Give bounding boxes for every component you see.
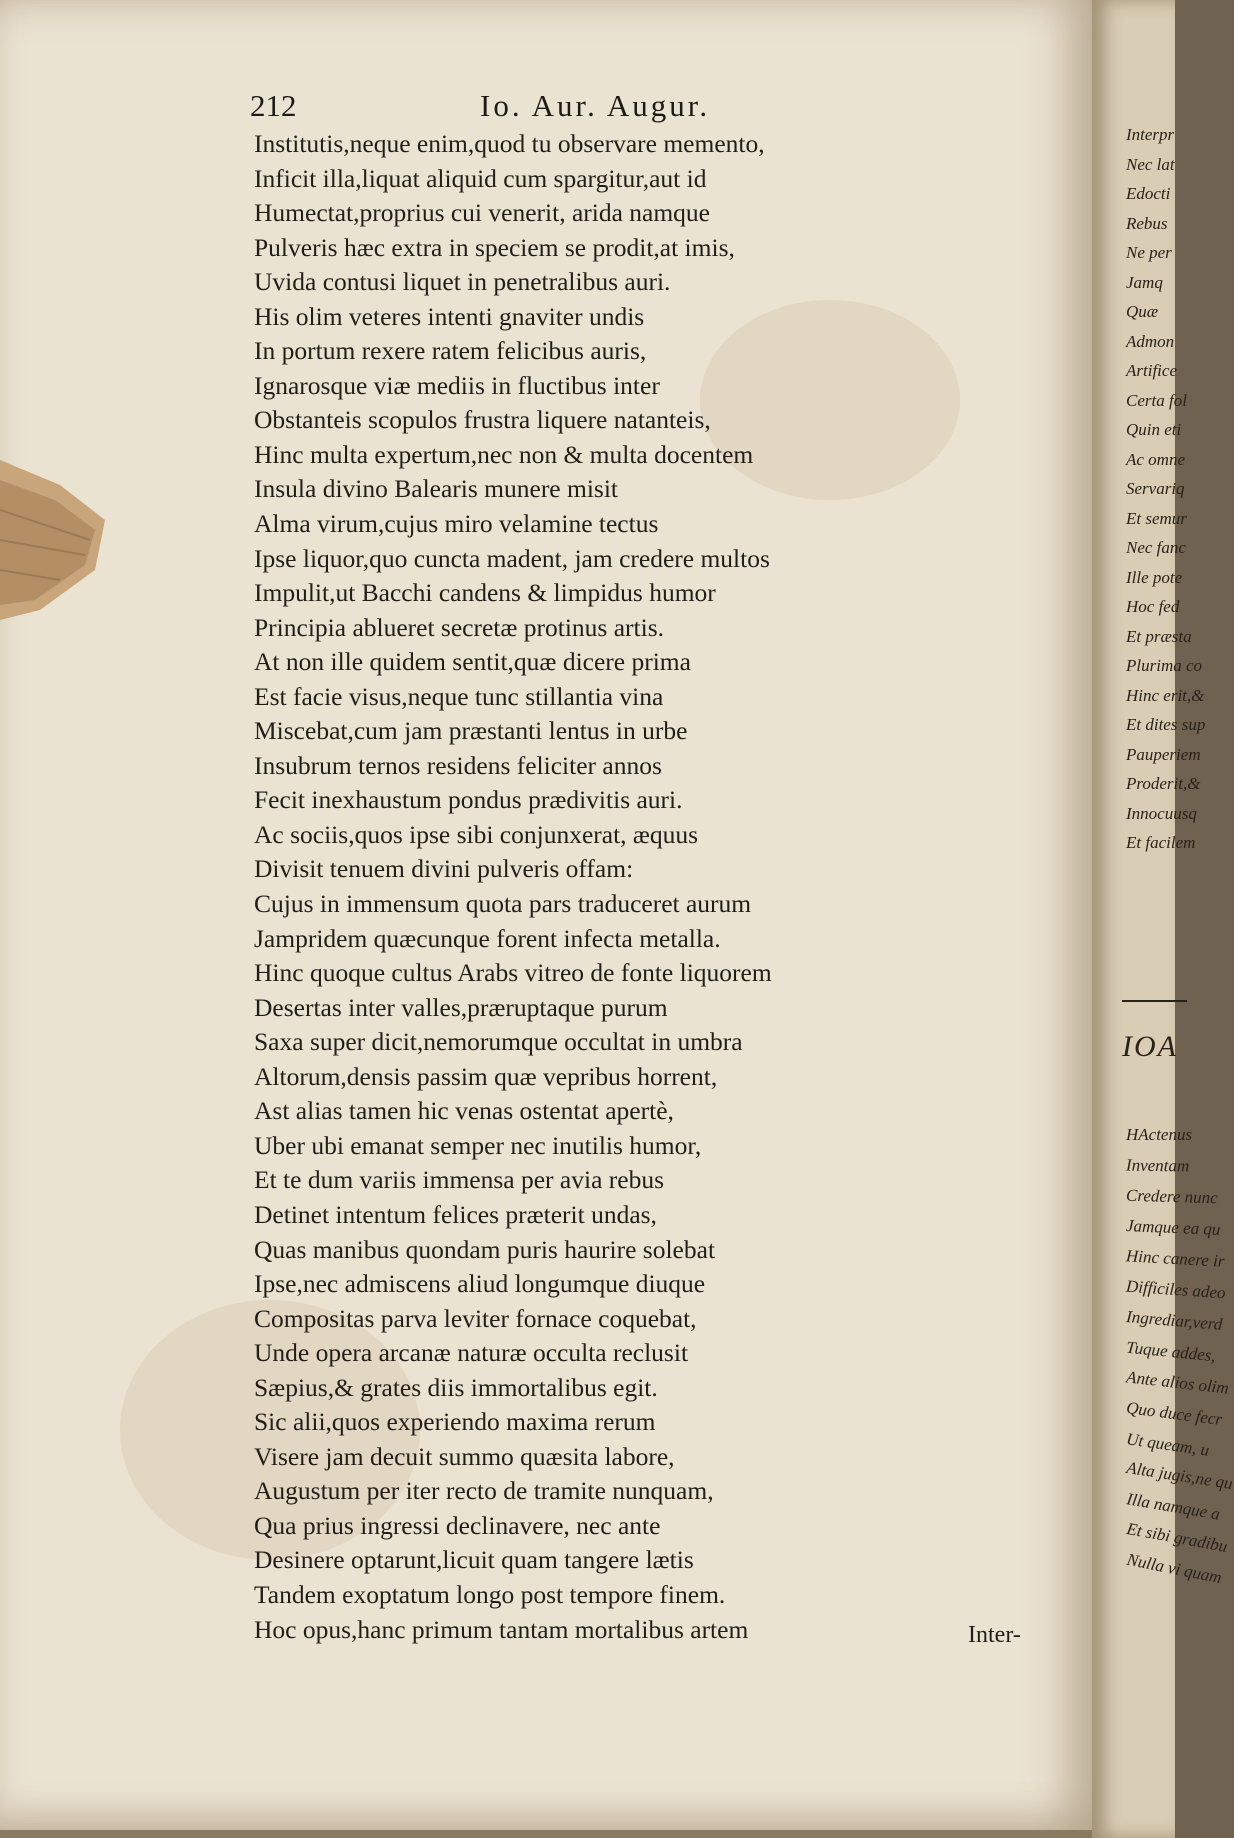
- verse-line: Hinc multa expertum,nec non & multa docentem: [254, 439, 754, 469]
- adjacent-page-line: Inventam: [1125, 1155, 1190, 1176]
- running-head: Io. Aur. Augur.: [480, 88, 711, 123]
- verse-line: Insula divino Balearis munere misit: [254, 474, 619, 504]
- adjacent-page-line: Credere nunc: [1125, 1185, 1219, 1208]
- adjacent-page-line: Certa fol: [1126, 390, 1187, 410]
- adjacent-page-line: Ille pote: [1126, 567, 1183, 587]
- verse-line: Sic alii,quos experiendo maxima rerum: [254, 1407, 656, 1437]
- catchword: Inter-: [968, 1622, 1021, 1648]
- verse-line: Pulveris hæc extra in speciem se prodit,at imis,: [254, 232, 735, 262]
- verse-line: Unde opera arcanæ naturæ occulta reclusit: [254, 1338, 689, 1368]
- verse-line: Ac sociis,quos ipse sibi conjunxerat, æquus: [254, 819, 699, 849]
- verse-line: Miscebat,cum jam præstanti lentus in urbe: [254, 716, 688, 746]
- adjacent-page-line: HActenus: [1126, 1125, 1193, 1144]
- adjacent-page-line: Quo duce fecr: [1125, 1398, 1224, 1429]
- adjacent-page-line: Tuque addes,: [1125, 1337, 1217, 1366]
- verse-line: Desinere optarunt,licuit quam tangere lætis: [254, 1545, 694, 1575]
- verse-line: Fecit inexhaustum pondus prædivitis auri.: [254, 785, 683, 815]
- verse-line: Est facie visus,neque tunc stillantia vina: [254, 681, 664, 711]
- adjacent-page-line: Et præsta: [1126, 626, 1192, 646]
- adjacent-page-line: Ante alios olim: [1125, 1367, 1230, 1398]
- verse-line: Saxa super dicit,nemorumque occultat in umbra: [254, 1027, 743, 1057]
- adjacent-page-line: Alta jugis,ne qu: [1125, 1457, 1234, 1494]
- adjacent-page-line: Artifice: [1126, 361, 1177, 380]
- wood-fragment: [0, 460, 110, 660]
- adjacent-page-line: Servariq: [1126, 479, 1185, 498]
- adjacent-page-line: Hinc erit,&: [1126, 685, 1205, 705]
- verse-line: Uvida contusi liquet in penetralibus auri.: [254, 267, 671, 297]
- adjacent-page-line: Hinc canere ir: [1125, 1246, 1225, 1271]
- adjacent-page-line: Et sibi gradibu: [1125, 1518, 1229, 1557]
- adjacent-page-line: Proderit,&: [1126, 774, 1201, 793]
- adjacent-page-line: Ne per: [1126, 243, 1172, 262]
- adjacent-page-line: Hoc fed: [1126, 597, 1180, 616]
- verse-line: Uber ubi emanat semper nec inutilis humor,: [254, 1130, 702, 1160]
- verse-line: Quas manibus quondam puris haurire solebat: [254, 1234, 716, 1264]
- adjacent-page-line: Pauperiem: [1126, 744, 1201, 764]
- adjacent-page-line: Et dites sup: [1126, 715, 1206, 734]
- page-header: [250, 88, 970, 128]
- verse-line: Cujus in immensum quota pars traduceret aurum: [254, 889, 752, 919]
- adjacent-page-heading: IOA: [1122, 1030, 1178, 1063]
- verse-line: Principia ablueret secretæ protinus artis.: [254, 612, 665, 642]
- adjacent-page-rule: [1122, 1000, 1187, 1002]
- adjacent-page-line: Ingrediar,verd: [1125, 1306, 1224, 1335]
- adjacent-page-line: Ac omne: [1126, 449, 1186, 469]
- verse-line: Impulit,ut Bacchi candens & limpidus humor: [254, 578, 716, 608]
- verse-line: Inficit illa,liquat aliquid cum spargitur,aut id: [254, 163, 707, 193]
- verse-line: Obstanteis scopulos frustra liquere natanteis,: [254, 405, 711, 435]
- verse-line: Ast alias tamen hic venas ostentat apertè,: [254, 1096, 674, 1126]
- adjacent-page-line: Admon: [1126, 331, 1175, 351]
- verse-line: Detinet intentum felices præterit undas,: [254, 1199, 657, 1229]
- verse-line: Desertas inter valles,præruptaque purum: [254, 992, 668, 1022]
- verse-line: Sæpius,& grates diis immortalibus egit.: [254, 1372, 658, 1402]
- verse-line: Alma virum,cujus miro velamine tectus: [254, 509, 659, 539]
- adjacent-page-line: Quæ: [1126, 302, 1159, 321]
- adjacent-page-line: Jamque ea qu: [1125, 1216, 1221, 1239]
- adjacent-page-line: Illa namque a: [1125, 1489, 1222, 1524]
- verse-line: In portum rexere ratem felicibus auris,: [254, 336, 647, 366]
- verse-line: Hoc opus,hanc primum tantam mortalibus artem: [254, 1614, 749, 1644]
- adjacent-page-line: Nec fanc: [1126, 538, 1186, 557]
- adjacent-page-edge: [1092, 0, 1234, 1838]
- adjacent-page-line: Nulla vi quam: [1125, 1549, 1224, 1588]
- adjacent-page-line: Quin eti: [1126, 420, 1182, 439]
- verse-line: Augustum per iter recto de tramite nunquam,: [254, 1476, 714, 1506]
- verse-line: Institutis,neque enim,quod tu observare memento,: [254, 129, 765, 158]
- adjacent-page-line: Edocti: [1126, 184, 1171, 203]
- adjacent-page-line: Plurima co: [1126, 656, 1203, 675]
- verse-line: Jampridem quæcunque forent infecta metalla.: [254, 923, 721, 953]
- adjacent-page-line: Jamq: [1126, 272, 1163, 292]
- verse-line: Hinc quoque cultus Arabs vitreo de fonte liquorem: [254, 958, 772, 988]
- verse-line: Et te dum variis immensa per avia rebus: [254, 1165, 665, 1195]
- adjacent-page-line: Et facilem: [1126, 833, 1196, 852]
- adjacent-page-line: Innocuusq: [1126, 803, 1197, 823]
- verse-line: Qua prius ingressi declinavere, nec ante: [254, 1510, 661, 1540]
- verse-line: Ipse liquor,quo cuncta madent, jam credere multos: [254, 543, 770, 573]
- adjacent-page-line: Rebus: [1126, 213, 1168, 233]
- verse-line: Divisit tenuem divini pulveris offam:: [254, 854, 634, 884]
- verse-line: Compositas parva leviter fornace coquebat,: [254, 1303, 697, 1333]
- verse-line: Ipse,nec admiscens aliud longumque diuque: [254, 1269, 706, 1299]
- verse-line: At non ille quidem sentit,quæ dicere prima: [254, 647, 691, 677]
- verse-line: His olim veteres intenti gnaviter undis: [254, 301, 645, 331]
- verse-text: [254, 127, 914, 1647]
- verse-line: Ignarosque viæ mediis in fluctibus inter: [254, 370, 660, 400]
- verse-line: Insubrum ternos residens feliciter annos: [254, 750, 662, 780]
- adjacent-page-line: Ut queam, u: [1125, 1429, 1211, 1460]
- adjacent-page-line: Interpr: [1126, 125, 1175, 144]
- page-number: 212: [250, 88, 297, 123]
- adjacent-page-line: Nec lat: [1126, 154, 1175, 174]
- verse-line: Tandem exoptatum longo post tempore finem.: [254, 1579, 726, 1609]
- adjacent-page-line: Difficiles adeo: [1125, 1276, 1227, 1303]
- verse-line: Humectat,proprius cui venerit, arida namque: [254, 198, 710, 228]
- verse-line: Altorum,densis passim quæ vepribus horrent,: [254, 1061, 718, 1091]
- adjacent-page-line: Et semur: [1126, 508, 1187, 528]
- verse-line: Visere jam decuit summo quæsita labore,: [254, 1441, 675, 1471]
